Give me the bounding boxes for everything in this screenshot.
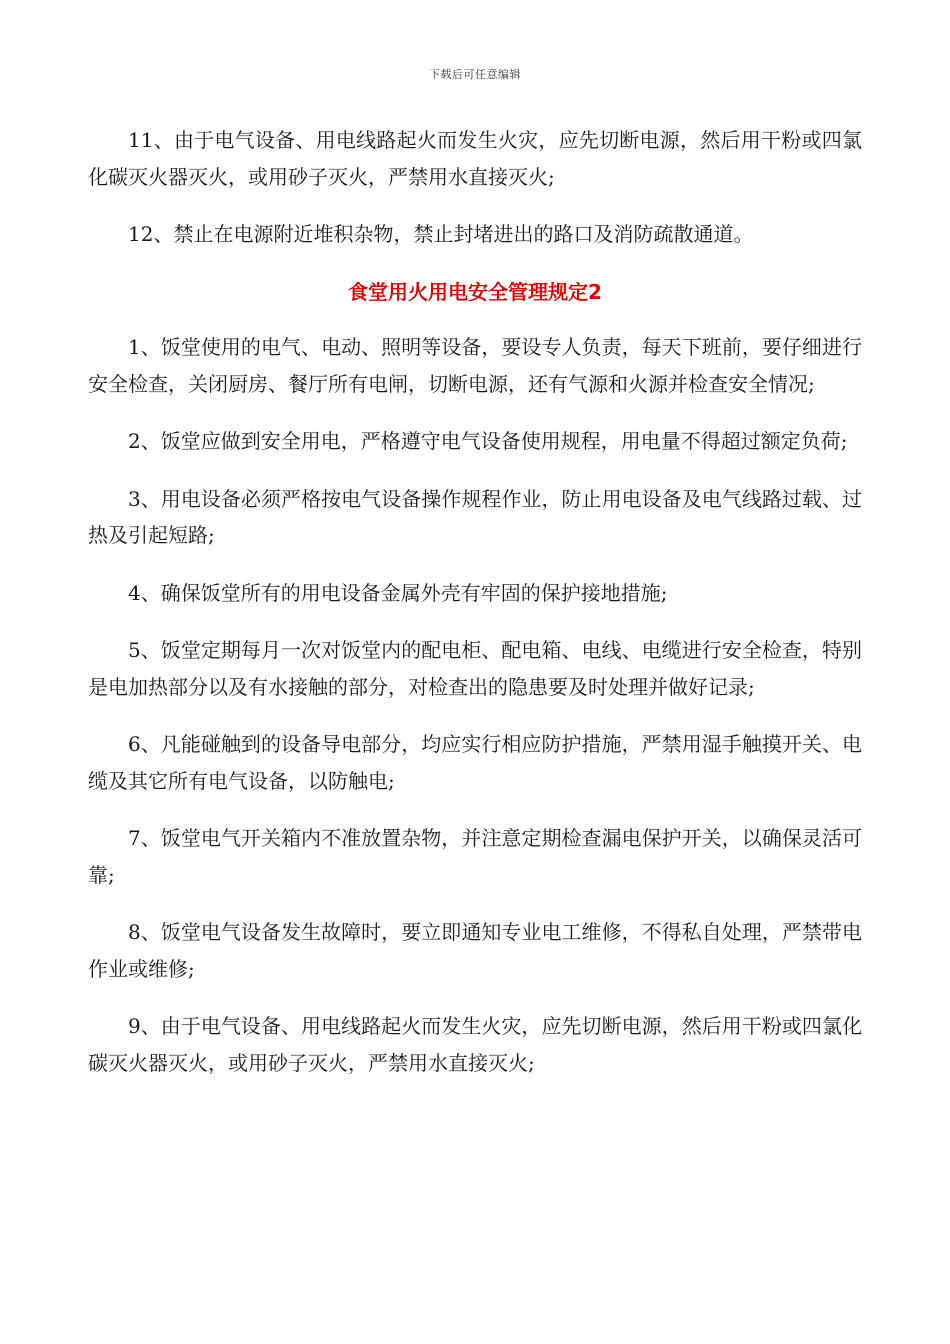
rule-item-7: 7、饭堂电气开关箱内不准放置杂物，并注意定期检查漏电保护开关，以确保灵活可靠; [88, 826, 862, 887]
rule-item-11: 11、由于电气设备、用电线路起火而发生火灾，应先切断电源，然后用干粉或四氯化碳灭火器灭火，或用砂子灭火，严禁用水直接灭火; [88, 128, 862, 189]
section-title: 食堂用火用电安全管理规定2 [348, 279, 602, 304]
rule-item-1: 1、饭堂使用的电气、电动、照明等设备，要设专人负责，每天下班前，要仔细进行安全检查，关闭厨房、餐厅所有电闸，切断电源，还有气源和火源并检查安全情况; [88, 335, 862, 396]
rule-item-3: 3、用电设备必须严格按电气设备操作规程作业，防止用电设备及电气线路过载、过热及引起短路; [88, 486, 862, 547]
rule-item-6: 6、凡能碰触到的设备导电部分，均应实行相应防护措施，严禁用湿手触摸开关、电缆及其它所有电气设备，以防触电; [88, 732, 862, 793]
rule-item-12: 12、禁止在电源附近堆积杂物，禁止封堵进出的路口及消防疏散通道。 [128, 222, 754, 246]
page-header-note: 下载后可任意编辑 [429, 68, 521, 81]
rule-item-4: 4、确保饭堂所有的用电设备金属外壳有牢固的保护接地措施; [128, 580, 668, 605]
rule-item-2: 2、饭堂应做到安全用电，严格遵守电气设备使用规程，用电量不得超过额定负荷; [128, 429, 848, 453]
rule-item-5: 5、饭堂定期每月一次对饭堂内的配电柜、配电箱、电线、电缆进行安全检查，特别是电加热部分以及有水接触的部分，对检查出的隐患要及时处理并做好记录; [88, 638, 862, 699]
document-body [88, 122, 862, 1102]
rule-item-8: 8、饭堂电气设备发生故障时，要立即通知专业电工维修，不得私自处理，严禁带电作业或维修; [88, 920, 862, 981]
rule-item-9: 9、由于电气设备、用电线路起火而发生火灾，应先切断电源，然后用干粉或四氯化碳灭火器灭火，或用砂子灭火，严禁用水直接灭火; [88, 1014, 862, 1075]
